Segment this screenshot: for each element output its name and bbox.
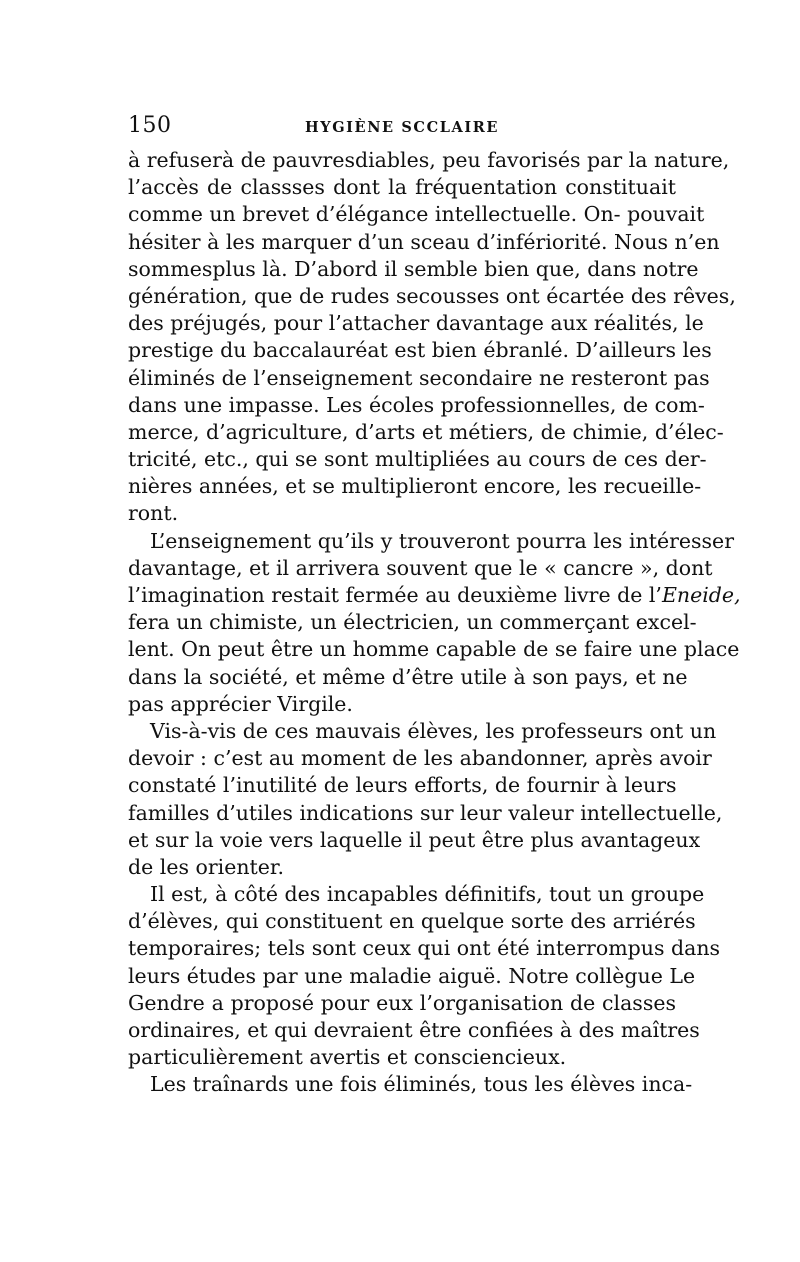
text-line: lent. On peut être un homme capable de se faire une place: [128, 637, 740, 662]
text-line: merce, d’agriculture, d’arts et métiers, de chimie, d’élec-: [128, 419, 724, 444]
text-line: ront.: [128, 501, 179, 526]
paragraph-start-line: L’enseignement qu’ils y trouveront pourra les intéresser: [150, 528, 734, 553]
text-line: des préjugés, pour l’attacher davantage aux réalités, le: [128, 311, 704, 336]
text-line: dans une impasse. Les écoles professionnelles, de com-: [128, 392, 705, 417]
text-line: prestige du baccalauréat est bien ébranlé. D’ailleurs les: [128, 338, 712, 363]
text-line: et sur la voie vers laquelle il peut être plus avantageux: [128, 827, 701, 852]
text-line: Gendre a proposé pour eux l’organisation de classes: [128, 990, 676, 1015]
text-line: nières années, et se multiplieront encore, les recueille-: [128, 474, 702, 499]
text-line: génération, que de rudes secousses ont écartée des rêves,: [128, 283, 736, 308]
text-line: l’accès de classses dont la fréquentation constituait: [128, 175, 676, 200]
text-segment: l’imagination restait fermée au deuxième livre de l’: [128, 583, 662, 607]
text-line: devoir : c’est au moment de les abandonner, après avoir: [128, 746, 712, 771]
text-line: comme un brevet d’élégance intellectuelle. On- pouvait: [128, 202, 705, 227]
text-line: d’élèves, qui constituent en quelque sorte des arriérés: [128, 909, 696, 934]
body-text: [128, 147, 741, 1099]
page-number: 150: [128, 113, 172, 138]
text-line: [128, 582, 741, 609]
text-line: dans la société, et même d’être utile à son pays, et ne: [128, 664, 688, 689]
text-line: pas apprécier Virgile.: [128, 691, 353, 716]
text-line: tricité, etc., qui se sont multipliées au cours de ces der-: [128, 447, 707, 472]
text-line: ordinaires, et qui devraient être confiées à des maîtres: [128, 1018, 700, 1042]
text-line: sommesplus là. D’abord il semble bien que, dans notre: [128, 256, 699, 281]
paragraph-start-line: Les traînards une fois éliminés, tous les élèves inca-: [150, 1072, 693, 1097]
running-title: HYGIÈNE SCCLAIRE: [304, 119, 500, 136]
paragraph-start-line: Vis-à-vis de ces mauvais élèves, les professeurs ont un: [150, 718, 717, 743]
text-line: leurs études par une maladie aiguë. Notre collègue Le: [128, 963, 696, 988]
text-line: davantage, et il arrivera souvent que le « cancre », dont: [128, 555, 713, 580]
text-line: fera un chimiste, un électricien, un commerçant excel-: [128, 610, 697, 635]
text-line: familles d’utiles indications sur leur valeur intellectuelle,: [128, 800, 723, 825]
text-line: éliminés de l’enseignement secondaire ne resteront pas: [128, 365, 710, 390]
text-line: temporaires; tels sont ceux qui ont été interrompus dans: [128, 936, 721, 961]
text-line: de les orienter.: [128, 854, 284, 879]
text-line: particulièrement avertis et consciencieux.: [128, 1045, 567, 1070]
text-line: hésiter à les marquer d’un sceau d’infériorité. Nous n’en: [128, 229, 720, 254]
italic-title: Eneide,: [661, 583, 741, 607]
paragraph-start-line: Il est, à côté des incapables définitifs, tout un groupe: [150, 882, 705, 907]
text-line: à refuserà de pauvresdiables, peu favorisés par la nature,: [128, 148, 730, 172]
text-line: constaté l’inutilité de leurs efforts, de fournir à leurs: [128, 773, 677, 798]
page-header: [128, 112, 676, 140]
